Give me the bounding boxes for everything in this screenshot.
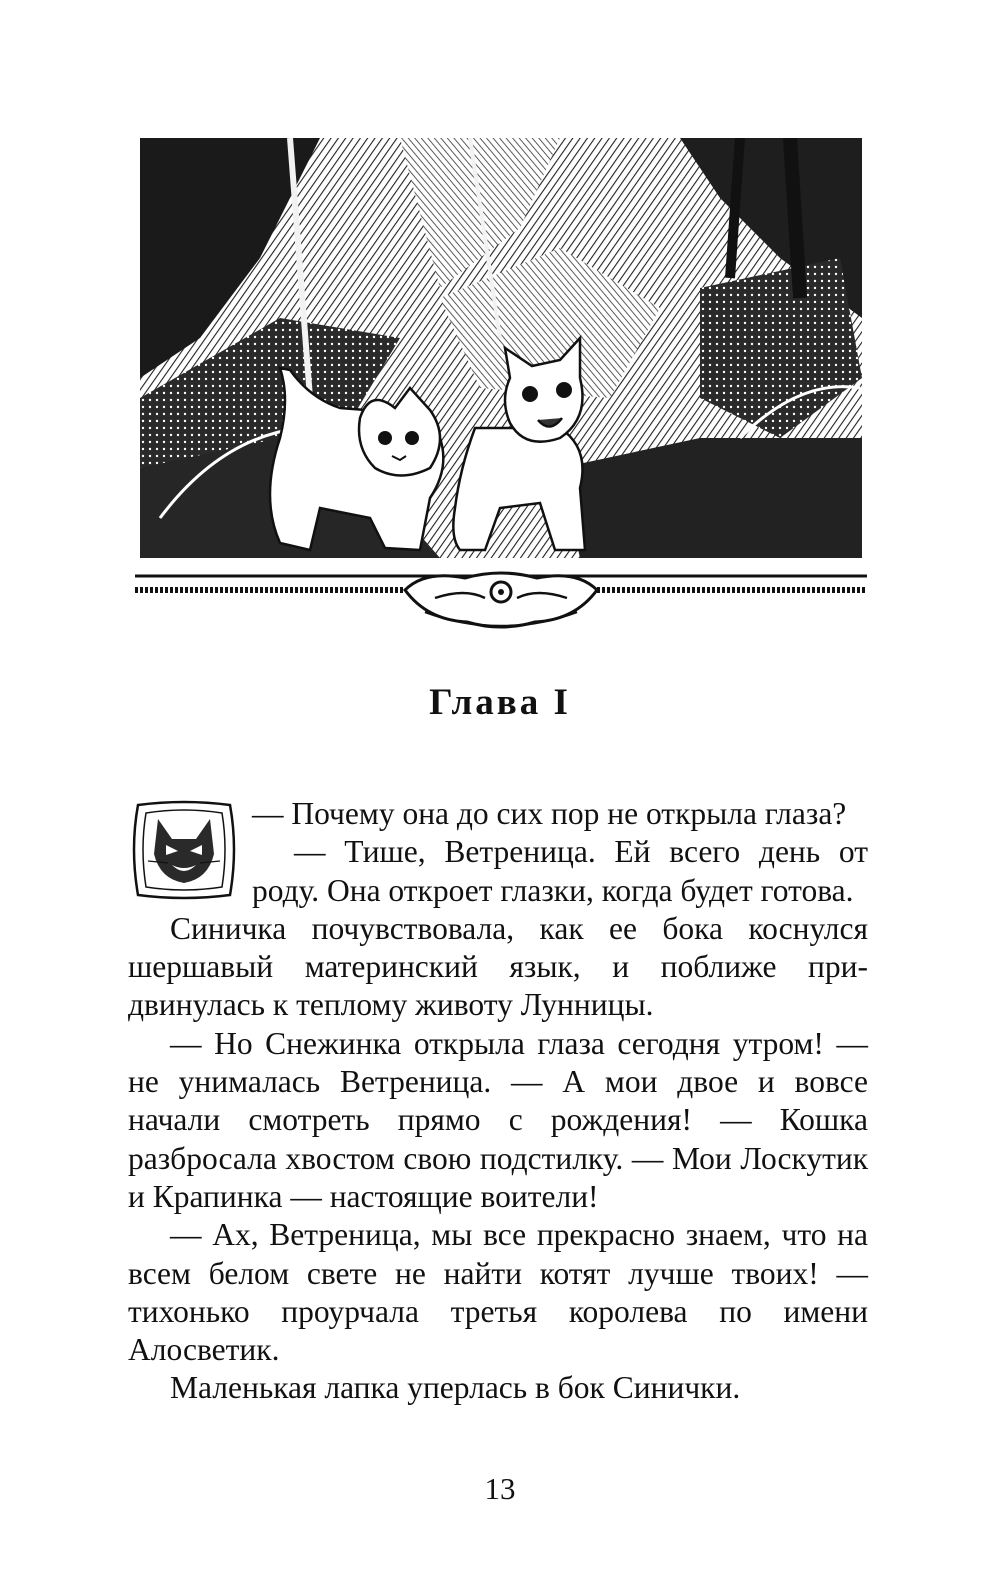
ornament-divider [135, 570, 867, 640]
paragraph: — Почему она до сих пор не открыла глаза? [252, 796, 847, 831]
paragraph: — Ах, Ветреница, мы все прекрасно знаем, что на всем белом свете не найти котят лучше твоих! — тихонько проурчала третья королева по имени Алосветик. [128, 1217, 868, 1368]
chapter-illustration [140, 138, 862, 558]
paragraph: — Но Снежинка открыла глаза сегодня утром! — не унималась Ветреница. — А мои двое и вовсе начали смотреть прямо с рождения! — Кошка разбросала хвостом свою подстилку. — Мои Лоскутик и Крапинка — настоящие воители! [128, 1025, 868, 1214]
paragraph: Синичка почувствовала, как ее бока коснулся шершавый материнский язык, и поближе придвинулась к теплому животу Лунницы. [128, 910, 868, 1023]
paragraph: Маленькая лапка уперлась в бок Синички. [170, 1370, 741, 1406]
page-number: 13 [484, 1471, 516, 1506]
paragraph: — Тише, Ветреница. Ей всего день от роду. Она откроет глазки, когда будет готова. [252, 834, 868, 908]
chapter-title: Глава I [429, 682, 571, 723]
cat-face-dropcap-icon [128, 799, 240, 901]
chapter-text [128, 795, 868, 1408]
